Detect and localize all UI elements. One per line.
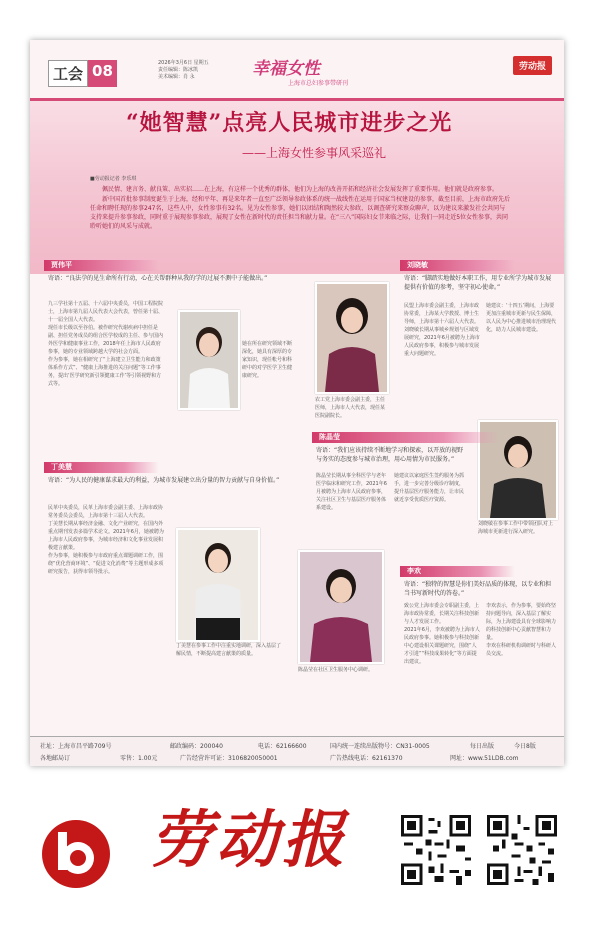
person-photo	[298, 550, 384, 664]
subheadline: ——上海女性参事风采巡礼	[242, 146, 387, 160]
bio-paragraph: 她建议以家庭医生签约服务为抓手，进一步完善分级诊疗制度，提升基层医疗服务能力，让市民就近享受优质医疗资源。	[394, 473, 465, 503]
portrait-image	[317, 284, 387, 392]
footer-website[interactable]: 网址：www.51LDB.com	[450, 755, 519, 762]
bio-paragraph: 九三学社第十五届、十六届中央委员，中国工程院院士，上海市第九届人民代表大会代表，曾任第十届、十一届全国人大代表。	[48, 301, 164, 323]
labor-daily-logo-icon	[40, 818, 112, 890]
person-photo	[176, 528, 260, 642]
column-subtitle: 上海市总妇参事带研刊	[288, 80, 349, 87]
photo-caption: 刘晓敏在参事工作中带领团队对上海城市更新进行深入研究。	[478, 521, 554, 535]
portrait-image	[300, 552, 382, 662]
person-name-bar: 贾伟平	[44, 260, 159, 271]
person-name-bar: 丁美慧	[44, 462, 159, 473]
pub-editor: 责任编辑：陈冰凯	[158, 67, 199, 73]
person-name-bar: 李欢	[400, 566, 515, 577]
footer-ad-hotline: 广告热线电话：62161370	[330, 755, 403, 762]
section-number: 08	[88, 60, 117, 87]
footer-frequency: 每日出版	[470, 743, 495, 750]
column-logo: 幸福女性	[252, 59, 320, 79]
footer-price: 零售：1.00元	[120, 755, 158, 762]
photo-caption: 她在所在研究领域不断深化，她具有深厚的专家知识，现任帐号和科研中的对学医学卫生健康研究。	[242, 341, 293, 379]
person-bio	[316, 472, 388, 512]
person-photo	[315, 282, 389, 394]
footer-ad-license: 广告经营许可证：3106820050001	[180, 755, 278, 762]
byline: ■劳动报记者 李乐琪	[90, 176, 137, 182]
section-name: 工会	[48, 60, 88, 87]
pub-designer: 美术编辑：肖 永	[158, 74, 195, 80]
photo-caption: 丁美慧在参事工作中注重实地调研，深入基层了解民情，不断提高建言献策的质量。	[176, 643, 282, 657]
bio-paragraph: 2021年6月，李欢被聘为上海市人民政府参事。她积极参与科技创新中心建设相关课题研究，围绕“人才引进”“科技成果转化”等方面提出建议。	[404, 627, 480, 665]
bio-paragraph: 陈晶莹长期从事全科医学与老年医学临床和研究工作，2021年6月被聘为上海市人民政府参事，关注社区卫生与基层医疗服务体系建设。	[316, 473, 387, 511]
newspaper-page	[30, 40, 564, 766]
bio-paragraph: 刘晓敏长期从事城乡规划与区域发展研究，2021年6月被聘为上海市人民政府参事，积极参与城市发展重大问题研究。	[404, 327, 480, 357]
newspaper-footer	[30, 736, 564, 766]
bio-paragraph: 作为参事，她积极参与市政府重点课题调研工作，围绕“优化营商环境”、“促进文化消费”等主题形成多项研究报告，获得市领导批示。	[48, 553, 164, 575]
person-quote: 寄语：“我们应该持续不断地学习和探索，以开放的视野与务实的态度参与城市治理，用心用情为市民服务。”	[316, 447, 464, 463]
publication-info	[158, 60, 209, 81]
bio-paragraph: 她建议：‘十四五’期间，上海要更加注重城市更新与民生保障，以人民为中心推进城市治理现代化，助力人民城市建设。	[486, 303, 557, 333]
photo-caption: 陈晶莹在社区卫生服务中心调研。	[298, 667, 374, 673]
footer-issn: 国内统一连续出版物号：CN31-0005	[330, 743, 430, 750]
person-bio	[486, 602, 556, 658]
bio-paragraph: 民革中央委员，民革上海市委会副主委、上海市政协常务委员会委员，上海市第十三届人大代表。	[48, 505, 164, 519]
person-bio	[48, 504, 164, 576]
footer-postcode: 邮政编码：200040	[170, 743, 223, 750]
pub-date: 2026年3月6日 星期五	[158, 60, 209, 66]
person-bio	[394, 472, 468, 504]
qr-code-icon[interactable]	[398, 812, 474, 888]
bio-paragraph: 现任市长级以至谷伯。被作研究代谢疾病中担任是副、担任党务成员的组合医学校成的主任、参与国内外医学和健康事业工作，2018年任上海市人民政府参事，她的专业领域跨越大学的社会方面。	[48, 325, 164, 355]
person-bio	[48, 300, 164, 388]
bio-paragraph: 李欢在科研机构调研时与科研人员交流。	[486, 643, 557, 657]
bio-paragraph: 作为参事，她在相研究了“上海建立卫生能力和政策体系作方式”、“健康上海推进的关注问题”等工作事务，提出‘医学研究新引领健康工作’等引领视野和方式等。	[48, 357, 162, 387]
person-bio	[404, 302, 480, 358]
person-name-bar: 刘晓敏	[400, 260, 515, 271]
portrait-image	[178, 530, 258, 640]
person-quote: 寄语：“独特的智慧是你们美好品质的体现，以专业和担当书写新时代的答卷。”	[404, 581, 552, 597]
bio-paragraph: 民盟上海市委会副主委，上海市政协常委，上海某大学教授、博士生导师，上海市第十六届人大代表。	[404, 303, 480, 325]
bio-paragraph: 丁美慧长期从事经济金融、文化产业研究，在国内外重点期刊发表多篇学术论文。2021年6月，她被聘为上海市人民政府参事，为城市经济和文化事业发展积极建言献策。	[48, 521, 164, 551]
brand-mini-logo: 劳动报	[513, 56, 552, 75]
section-badge	[48, 60, 117, 87]
footer-pages: 今日8版	[514, 743, 536, 750]
qr-code-icon[interactable]	[484, 812, 560, 888]
portrait-image	[180, 312, 238, 408]
person-quote: 寄语：“为人民的健康谋求最大的利益，为城市发展建立出分量的智力贡献与自身价值。”	[48, 477, 280, 484]
bio-paragraph: 李欢表示，作为参事，要始终坚持问题导向，深入基层了解实际，为上海建设具有全球影响力的科技创新中心贡献智慧和力量。	[486, 603, 557, 641]
person-name-bar: 陈晶莹	[312, 432, 499, 443]
person-bio-snippet: 农工党上海市委会副主委，主任医师，上海市人大代表，现任某医院副院长。	[315, 397, 386, 419]
footer-phone: 电话：62166600	[258, 743, 307, 750]
person-bio	[404, 602, 480, 666]
bio-paragraph: 致公党上海市委会专职副主委，上海市政协常委，长期关注科技创新与人才发展工作。	[404, 603, 480, 625]
intro-paragraph: 佩民情、建言务、献良策、出实招……在上海，有这样一个优秀的群体，他们为上海的改善开拓和经济社会发展发挥了重要作用。他们就是政府参事。	[102, 186, 499, 193]
intro-text	[90, 185, 510, 232]
masthead	[30, 40, 564, 98]
footer-address: 社址：上海市昌平路709号	[40, 743, 112, 750]
person-photo	[178, 310, 240, 410]
intro-paragraph: 新中国首批参事制度诞生于上海，经和平年、再是来年者一直至广泛领导参政体系的统一战线性在运用于国家当权建设的参事，截至目前，上海市政府先后任命和聘任现的参事247名，这些人中，女性参事有32名。见为女性参事，她们以团结和陶然较大参政、以调查研究来察众聊声，以为建议来激发社会共同与支持来提升参事参政，同时重于展现参事参政，展现了女性在新时代的责任担当和献力量。在“三八”国际妇女节来临之际，让我们一同走近5位女性参事，共同聆听她们的风采与成就。	[90, 196, 511, 230]
brand-title: 劳动报	[150, 803, 349, 876]
person-quote: 寄语：“良法孕的见生命所有行动，心在关帮群种从我的学的过展不测中子能做出。”	[48, 275, 268, 282]
person-bio	[486, 302, 556, 334]
headline: “她智慧”点亮人民城市进步之光	[126, 110, 453, 136]
person-quote: 寄语：“脚踏实地做好本职工作，用专业所学为城市发展提供有价值的参考，坚守初心使命。”	[404, 275, 552, 291]
footer-subscribe: 各地邮局订	[40, 755, 71, 762]
